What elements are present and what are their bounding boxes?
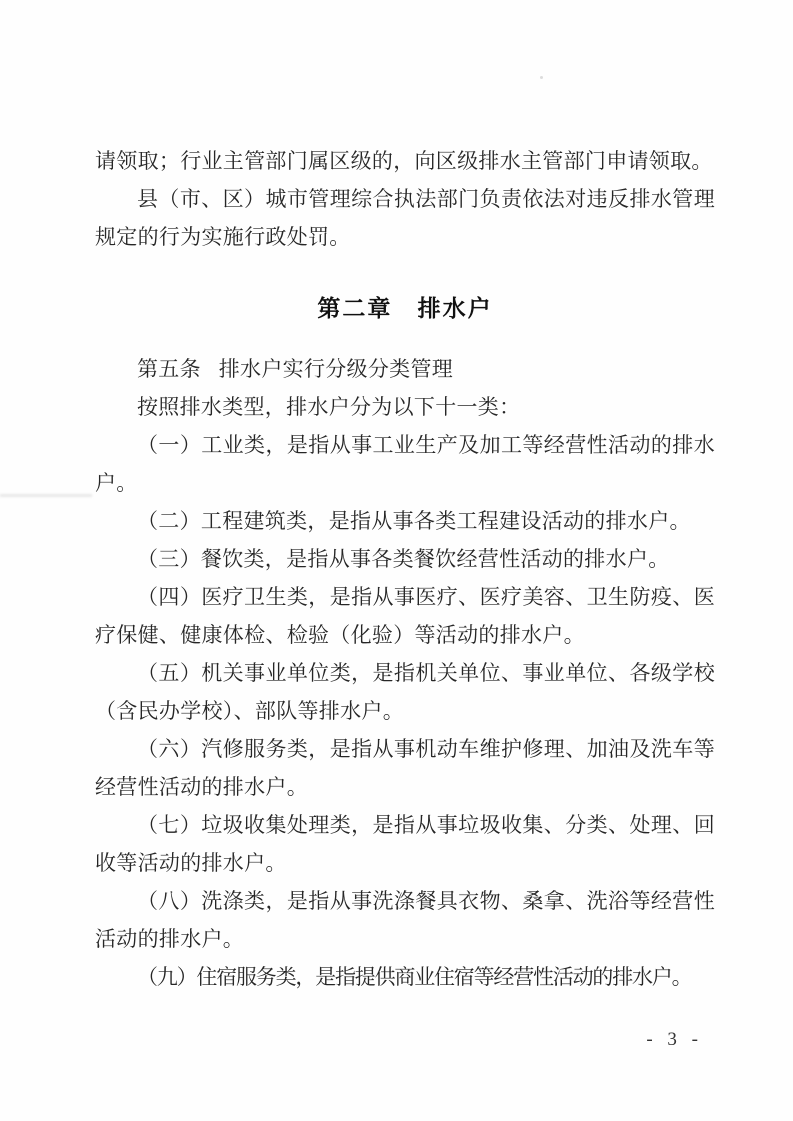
article-item-3: （三）餐饮类，是指从事各类餐饮经营性活动的排水户。 [137,547,670,571]
article-item-4: （四）医疗卫生类，是指从事医疗、医疗美容、卫生防疫、医疗保健、健康体检、检验（化验）等活动的排水户。 [95,585,715,647]
article-number: 第五条 [137,357,201,381]
article-item-2: （二）工程建筑类，是指从事各类工程建设活动的排水户。 [137,509,691,533]
article-item-5: （五）机关事业单位类，是指机关单位、事业单位、各级学校（含民办学校）、部队等排水户。 [95,661,715,723]
article-title: 排水户实行分级分类管理 [218,357,454,381]
scan-artifact-speck [540,76,543,79]
chapter-title: 排水户 [417,295,493,321]
article-heading [95,350,715,388]
chapter-number: 第二章 [317,295,393,321]
paragraph-permit-continuation: 请领取；行业主管部门属区级的，向区级排水主管部门申请领取。 [95,149,713,173]
page-number: - 3 - [646,1029,703,1050]
article-item-8: （八）洗涤类，是指从事洗涤餐具衣物、桑拿、洗浴等经营性活动的排水户。 [95,889,715,951]
article-item-7: （七）垃圾收集处理类，是指从事垃圾收集、分类、处理、回收等活动的排水户。 [95,813,715,875]
scan-artifact-line [0,494,92,497]
paragraph-enforcement: 县（市、区）城市管理综合执法部门负责依法对违反排水管理规定的行为实施行政处罚。 [95,187,715,249]
article-item-6: （六）汽修服务类，是指从事机动车维护修理、加油及洗车等经营性活动的排水户。 [95,737,715,799]
chapter-heading [95,289,715,327]
page-content [95,142,715,996]
article-item-9: （九）住宿服务类，是指提供商业住宿等经营性活动的排水户。 [137,965,692,989]
article-lead: 按照排水类型，排水户分为以下十一类： [137,395,521,419]
article-item-1: （一）工业类，是指从事工业生产及加工等经营性活动的排水户。 [95,433,715,495]
